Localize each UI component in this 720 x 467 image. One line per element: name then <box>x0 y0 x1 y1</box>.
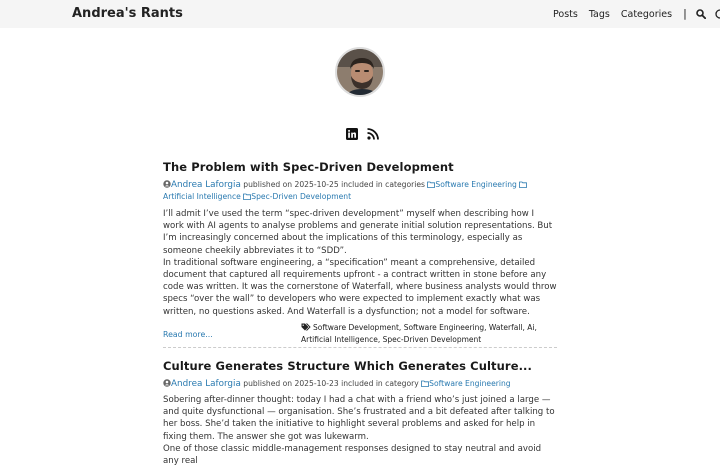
read-more-link[interactable]: Read more... <box>163 329 213 339</box>
excerpt-paragraph: One of those classic middle-management responses designed to stay neutral and avoid any real <box>163 443 542 467</box>
user-icon <box>163 379 171 387</box>
post-date: 2025-10-23 <box>294 379 339 388</box>
site-brand[interactable]: Andrea's Rants <box>72 6 183 21</box>
category-link[interactable]: Spec-Driven Development <box>243 192 351 201</box>
post-meta <box>163 378 557 390</box>
avatar <box>335 47 385 97</box>
nav-tags[interactable]: Tags <box>588 8 610 20</box>
theme-toggle-icon[interactable] <box>714 8 720 20</box>
post-tags <box>301 322 557 346</box>
excerpt-paragraph: Sobering after-dinner thought: today I had a chat with a friend who’s just joined a large — and quite dysfunctional — organisation. She’s frustrated and a bit defeated after talking to her boss. She’d taken the initiative to highlight several problems and asked for help in fixing them. The answer she got was lukewarm. <box>163 395 555 442</box>
post-author[interactable]: Andrea Laforgia <box>171 379 241 389</box>
rss-icon[interactable] <box>367 128 379 140</box>
search-icon[interactable] <box>695 8 707 20</box>
category-link[interactable]: Software Engineering <box>421 379 510 388</box>
post-divider <box>163 347 557 348</box>
folder-icon <box>421 380 429 387</box>
post-title[interactable]: Culture Generates Structure Which Generates Culture... <box>163 359 532 373</box>
social-links <box>346 128 379 140</box>
nav-links <box>553 8 720 20</box>
nav-posts[interactable]: Posts <box>553 8 578 20</box>
post-summary <box>163 160 557 346</box>
nav-separator: | <box>683 7 687 20</box>
category-link[interactable]: Artificial Intelligence <box>163 180 527 201</box>
excerpt-paragraph: I’ll admit I’ve used the term “spec-driven development” myself when describing how I work with AI agents to analyse problems and generate initial solution representations. But I’m increasingly concerned about the implications of this terminology, especially as someone cheekily abbreviates it to “SDD”. <box>163 209 553 256</box>
post-excerpt <box>163 208 557 318</box>
folder-icon <box>519 181 527 188</box>
post-title[interactable]: The Problem with Spec-Driven Development <box>163 160 454 174</box>
published-label: published on <box>243 379 293 388</box>
linkedin-icon[interactable] <box>346 128 358 140</box>
nav-categories[interactable]: Categories <box>620 8 673 20</box>
included-label: included in categories <box>341 180 425 189</box>
published-label: published on <box>243 180 293 189</box>
post-excerpt <box>163 394 557 467</box>
post-author[interactable]: Andrea Laforgia <box>171 180 241 190</box>
included-label: included in category <box>341 379 419 388</box>
category-link[interactable]: Software Engineering <box>427 180 516 189</box>
post-footer <box>163 322 557 346</box>
tags-icon <box>301 323 311 331</box>
post-summary <box>163 359 557 467</box>
post-date: 2025-10-25 <box>294 180 339 189</box>
tags-list[interactable]: Software Development, Software Engineering, Waterfall, Ai, Artificial Intelligence, Spec-Driven Development <box>301 322 537 344</box>
navbar <box>0 0 720 28</box>
excerpt-paragraph: In traditional software engineering, a “specification” meant a comprehensive, detailed document that captured all requirements upfront - a contract written in stone before any code was written. It was the cornerstone of Waterfall, where business analysts would throw specs “over the wall” to developers who were expected to implement exactly what was written, no questions asked. And Waterfall is a dysfunction; not a model for software. <box>163 257 557 317</box>
user-icon <box>163 180 171 188</box>
post-meta <box>163 179 557 203</box>
